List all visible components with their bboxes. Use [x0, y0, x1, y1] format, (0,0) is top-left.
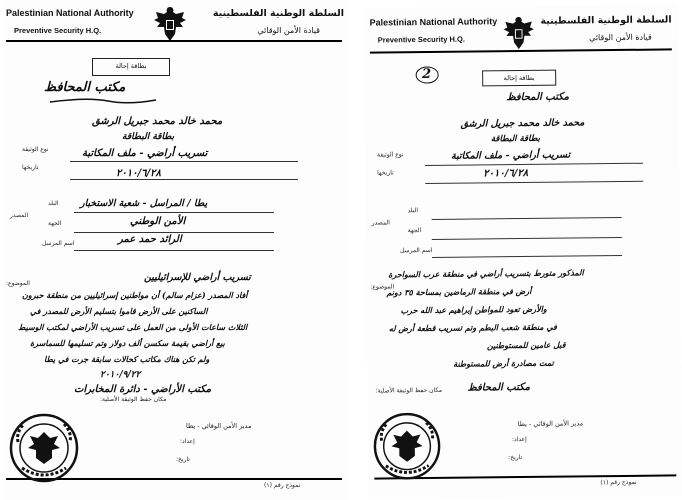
sender-label: اسم المرسل: [42, 240, 75, 247]
body-line-1: المذكور متورط بتسريب أراضي في منطقة عرب السواحرة: [388, 267, 584, 280]
body-line-3: والأرض تعود للمواطن إبراهيم عبد الله حرب: [400, 303, 547, 316]
subject-label: الموضوع:: [6, 280, 30, 287]
addressee-handwritten: مكتب المحافظ: [44, 80, 126, 95]
sender-label: اسم المرسل: [399, 246, 433, 255]
document-page-2: [363, 4, 682, 499]
body-line-2: الساكنين على الأرض قاموا بتسليم الأرض للمصدر في: [30, 306, 208, 316]
eagle-emblem-icon: [152, 4, 188, 44]
body-line-4: بيع أراضي بقيمة سكسن ألف دولار وتم تسليمها للسماسرة: [30, 338, 225, 348]
official-stamp-icon: [8, 412, 80, 484]
header-rule: [6, 40, 342, 42]
body-line-1: أفاد المصدر (عزام سالم) أن مواطنين إسرائيليين من منطقة حبرون: [22, 290, 248, 300]
name-line: محمد خالد محمد جبريل الرشق: [460, 117, 585, 130]
referral-card-box: بطاقة إحالة: [92, 58, 170, 76]
prepared-label: إعداد:: [511, 435, 527, 444]
date-label: تاريخها: [377, 169, 394, 177]
subject-value: تسريب أراضي للإسرائيليين: [144, 272, 251, 283]
signoff-date: ٢٠١٠/٩/٢٢: [100, 370, 141, 380]
eagle-emblem-icon: [502, 14, 536, 52]
form-number: نموذج رقم (١): [264, 482, 301, 489]
page-gap: [350, 0, 364, 500]
body-line-5: ولم تكن هناك مكاتب كحالات سابقة جرت في يطا: [44, 354, 210, 364]
date-footer-label: تاريخ:: [176, 456, 190, 463]
name-line: محمد خالد محمد جبريل الرشق: [92, 116, 223, 127]
doc-type-label: نوع الوثيقة: [22, 146, 49, 153]
card-line: بطاقة البطاقة: [122, 132, 175, 142]
body-line-2: أرض في منطقة الرماضين بمساحة ٣٥ دونم: [386, 285, 532, 298]
sender-value: الرائد حمد عمر: [118, 234, 182, 245]
country-label: البلد: [407, 207, 419, 215]
org-name-ar: السلطة الوطنية الفلسطينية: [540, 14, 672, 27]
card-line: بطاقة البطاقة: [490, 133, 541, 145]
doc-type-value: تسريب أراضي - ملف المكاتبة: [82, 148, 208, 159]
director-label: مدير الأمن الوقائي - يطا: [186, 422, 252, 430]
form-number: نموذج رقم (١): [600, 478, 637, 487]
date-footer-label: تاريخ:: [508, 454, 523, 462]
doc-type-label: نوع الوثيقة: [376, 151, 404, 159]
subject-label: الموضوع:: [370, 283, 395, 291]
country-value: يطا / المراسل - شعبة الاستخبار: [80, 198, 208, 209]
country-label: البلد: [48, 200, 59, 207]
body-line-6: تمت مصادرة أرض للمستوطنة: [453, 357, 554, 369]
official-stamp-icon: [372, 411, 443, 482]
source-label: المصدر: [10, 212, 29, 219]
date-value: ٢٠١٠/٦/٢٨: [483, 167, 529, 180]
director-label: مدير الأمن الوقائي - يطا: [517, 419, 584, 429]
date-value: ٢٠١٠/٦/٢٨: [116, 168, 161, 179]
storage-label: مكان حفظ الوثيقة الأصلية:: [100, 396, 167, 403]
date-label: تاريخها: [22, 164, 39, 171]
org-name-en: Palestinian National Authority: [369, 16, 498, 28]
header-rule: [370, 48, 672, 53]
body-line-5: قبل عامين للمستوطنين: [486, 339, 566, 351]
dept-name-ar: قيادة الأمن الوقائي: [589, 32, 652, 43]
prepared-label: إعداد:: [180, 438, 195, 445]
source-label: المصدر: [371, 219, 390, 227]
dept-name-en: Preventive Security H.Q.: [377, 34, 465, 45]
storage-value: مكتب الأراضي - دائرة المخابرات: [74, 384, 212, 395]
referral-card-box: بطاقة إحالة: [482, 70, 556, 87]
page-number-circle: [414, 65, 440, 85]
party-label: الجهة: [407, 227, 422, 235]
dept-name-en: Preventive Security H.Q.: [14, 26, 102, 35]
party-value: الأمن الوطني: [130, 216, 186, 227]
addressee-underline: [48, 96, 158, 106]
doc-type-value: تسريب أراضي - ملف المكاتبة: [450, 149, 571, 162]
body-line-4: في منطقة شعب البطم وتم تسريب قطعة أرض له: [388, 321, 557, 334]
org-name-en: Palestinian National Authority: [6, 8, 134, 18]
org-name-ar: السلطة الوطنية الفلسطينية: [212, 8, 344, 19]
body-line-3: الثلاث ساعات الأولى من العمل على تسريب الأراضي لمكتب الوسيط: [18, 322, 248, 332]
storage-label: مكان حفظ الوثيقة الأصلية:: [375, 386, 442, 395]
party-label: الجهة: [48, 220, 62, 227]
page-number: 2: [422, 66, 432, 83]
document-page-1: [4, 0, 348, 500]
storage-value: مكتب المحافظ: [467, 381, 531, 394]
dept-name-ar: قيادة الأمن الوقائي: [257, 26, 320, 35]
addressee-handwritten: مكتب المحافظ: [506, 91, 570, 104]
